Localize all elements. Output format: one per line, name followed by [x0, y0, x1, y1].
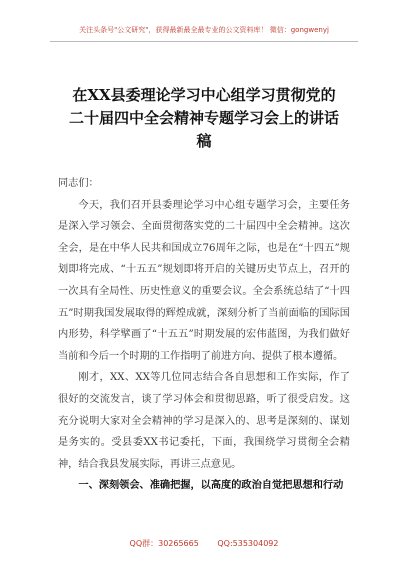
title-line-3: 稿 — [196, 132, 212, 150]
document-title — [52, 84, 356, 153]
header-promo-note: 关注头条号"公文研究"，获得最新最全最专业的公文资料库！ 微信：gongwenyj — [79, 26, 329, 34]
title-line-1: 在XX县委理论学习中心组学习贯彻党的 — [72, 86, 336, 104]
title-line-2: 二十届四中全会精神专题学习会上的讲话 — [68, 109, 339, 127]
document-body — [58, 173, 350, 497]
salutation: 同志们： — [58, 178, 99, 189]
footer-contact — [0, 538, 408, 549]
footer-qq-group: QQ群：30265665 — [129, 539, 199, 548]
footer-qq: QQ:535304092 — [217, 539, 279, 548]
section-heading-1: 一、深刻领会、准确把握，以高度的政治自觉把思想和行动 — [78, 479, 344, 492]
paragraph-2: 刚才，XX、XX等几位同志结合各自思想和工作实际，作了很好的交流发言，谈了学习体会和贯彻思路，听了很受启发。这充分说明大家对全会精神的学习是深入的、思考是深刻的、谋划是务实的。受县委XX书记委托，下面，我围绕学习贯彻全会精神，结合我县发展实际，再讲三点意见。 — [58, 372, 350, 470]
paragraph-1: 今天，我们召开县委理论学习中心组专题学习会，主要任务是深入学习领会、全面贯彻落实党的二十届四中全会精神。这次全会，是在中华人民共和国成立76周年之际，也是在“十四五”规划即将完成、“十五五”规划即将开启的关键历史节点上，召开的一次具有全局性、历史性意义的重要会议。全会系统总结了“十四五”时期我国发展取得的辉煌成就，深刻分析了当前面临的国际国内形势，科学擘画了“十五五”时期发展的宏伟蓝图，为我们做好当前和今后一个时期的工作指明了前进方向、提供了根本遵循。 — [58, 199, 350, 362]
header-divider — [50, 41, 358, 42]
